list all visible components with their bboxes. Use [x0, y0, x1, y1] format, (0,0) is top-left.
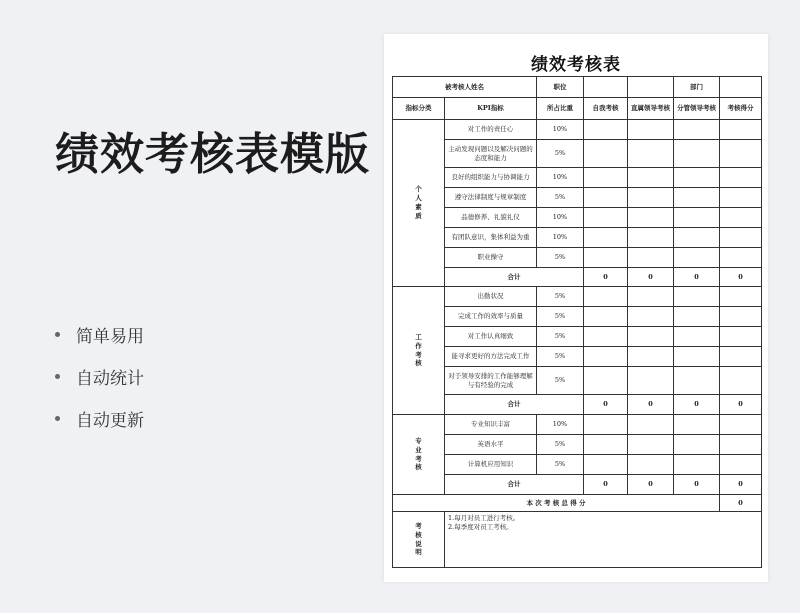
bullet-icon — [55, 416, 60, 421]
subtotal-label: 合计 — [445, 475, 584, 495]
form-sheet — [384, 34, 768, 582]
subtotal-row — [393, 268, 762, 287]
manager-score[interactable] — [674, 228, 720, 248]
category-professional: 专 业 考 核 — [393, 415, 445, 495]
page-title: 绩效考核表模版 — [55, 129, 370, 180]
name-label: 被考核人姓名 — [393, 77, 537, 98]
direct-score[interactable] — [628, 435, 674, 455]
category-work: 工 作 考 核 — [393, 287, 445, 415]
final-score[interactable] — [720, 120, 762, 140]
manager-score[interactable] — [674, 367, 720, 395]
self-score[interactable] — [584, 435, 628, 455]
col-header: 指标分类 — [393, 98, 445, 120]
table-row — [393, 168, 762, 188]
manager-score[interactable] — [674, 327, 720, 347]
table-row — [393, 327, 762, 347]
self-score[interactable] — [584, 120, 628, 140]
col-header: 考核得分 — [720, 98, 762, 120]
notes-row — [393, 512, 762, 568]
subtotal-score: 0 — [720, 395, 762, 415]
kpi-cell: 品德修养、礼貌礼仪 — [445, 208, 537, 228]
manager-score[interactable] — [674, 287, 720, 307]
direct-score[interactable] — [628, 248, 674, 268]
kpi-cell: 出勤状况 — [445, 287, 537, 307]
feature-label: 简单易用 — [76, 326, 144, 347]
kpi-cell: 对工作的责任心 — [445, 120, 537, 140]
category-personal: 个 人 素 质 — [393, 120, 445, 287]
dept-label: 部门 — [674, 77, 720, 98]
self-score[interactable] — [584, 140, 628, 168]
subtotal-self: 0 — [584, 268, 628, 287]
manager-score[interactable] — [674, 248, 720, 268]
dept-value[interactable] — [720, 77, 762, 98]
final-score[interactable] — [720, 327, 762, 347]
final-score[interactable] — [720, 228, 762, 248]
col-header: 所占比重 — [537, 98, 584, 120]
direct-score[interactable] — [628, 140, 674, 168]
feature-item — [55, 397, 144, 439]
blank-cell — [628, 77, 674, 98]
final-score[interactable] — [720, 367, 762, 395]
subtotal-self: 0 — [584, 475, 628, 495]
kpi-cell: 能寻求更好的方法完成工作 — [445, 347, 537, 367]
self-score[interactable] — [584, 347, 628, 367]
direct-score[interactable] — [628, 228, 674, 248]
position-value[interactable] — [584, 77, 628, 98]
subtotal-label: 合计 — [445, 395, 584, 415]
kpi-cell: 遵守法律制度与规章制度 — [445, 188, 537, 208]
weight-cell: 5% — [537, 455, 584, 475]
table-row — [393, 188, 762, 208]
direct-score[interactable] — [628, 347, 674, 367]
note-line: 2.每季度对员工考核。 — [448, 523, 513, 532]
table-row — [393, 287, 762, 307]
manager-score[interactable] — [674, 307, 720, 327]
manager-score[interactable] — [674, 208, 720, 228]
kpi-cell: 主动发现问题以及解决问题的态度和能力 — [445, 140, 537, 168]
self-score[interactable] — [584, 287, 628, 307]
final-score[interactable] — [720, 347, 762, 367]
weight-cell: 10% — [537, 168, 584, 188]
direct-score[interactable] — [628, 307, 674, 327]
kpi-cell: 专业知识丰富 — [445, 415, 537, 435]
subtotal-manager: 0 — [674, 268, 720, 287]
col-header: 直属领导考核 — [628, 98, 674, 120]
info-row — [393, 77, 762, 98]
subtotal-direct: 0 — [628, 268, 674, 287]
table-row — [393, 435, 762, 455]
weight-cell: 5% — [537, 307, 584, 327]
table-row — [393, 347, 762, 367]
final-score[interactable] — [720, 435, 762, 455]
self-score[interactable] — [584, 307, 628, 327]
direct-score[interactable] — [628, 287, 674, 307]
feature-label: 自动更新 — [76, 410, 144, 431]
col-header: 自我考核 — [584, 98, 628, 120]
self-score[interactable] — [584, 327, 628, 347]
direct-score[interactable] — [628, 455, 674, 475]
table-row — [393, 455, 762, 475]
sheet-title: 绩效考核表 — [531, 55, 621, 75]
subtotal-score: 0 — [720, 268, 762, 287]
direct-score[interactable] — [628, 168, 674, 188]
final-score[interactable] — [720, 287, 762, 307]
self-score[interactable] — [584, 367, 628, 395]
manager-score[interactable] — [674, 168, 720, 188]
kpi-cell: 有团队意识，集体利益为重 — [445, 228, 537, 248]
self-score[interactable] — [584, 415, 628, 435]
table-row — [393, 367, 762, 395]
table-row — [393, 208, 762, 228]
weight-cell: 10% — [537, 208, 584, 228]
weight-cell: 10% — [537, 228, 584, 248]
table-row — [393, 228, 762, 248]
kpi-cell: 计算机应用知识 — [445, 455, 537, 475]
subtotal-direct: 0 — [628, 395, 674, 415]
kpi-cell: 良好的组织能力与协调能力 — [445, 168, 537, 188]
col-header: KPI指标 — [445, 98, 537, 120]
final-score[interactable] — [720, 248, 762, 268]
evaluation-table — [392, 76, 762, 568]
final-score[interactable] — [720, 307, 762, 327]
note-line: 1.每月对员工进行考核。 — [448, 514, 520, 522]
subtotal-row — [393, 475, 762, 495]
weight-cell: 10% — [537, 415, 584, 435]
final-score[interactable] — [720, 188, 762, 208]
self-score[interactable] — [584, 248, 628, 268]
manager-score[interactable] — [674, 347, 720, 367]
direct-score[interactable] — [628, 415, 674, 435]
weight-cell: 10% — [537, 120, 584, 140]
weight-cell: 5% — [537, 287, 584, 307]
subtotal-direct: 0 — [628, 475, 674, 495]
weight-cell: 5% — [537, 188, 584, 208]
self-score[interactable] — [584, 208, 628, 228]
weight-cell: 5% — [537, 140, 584, 168]
subtotal-manager: 0 — [674, 395, 720, 415]
direct-score[interactable] — [628, 188, 674, 208]
manager-score[interactable] — [674, 140, 720, 168]
manager-score[interactable] — [674, 455, 720, 475]
table-row — [393, 248, 762, 268]
subtotal-row — [393, 395, 762, 415]
manager-score[interactable] — [674, 188, 720, 208]
total-row — [393, 495, 762, 512]
final-score[interactable] — [720, 455, 762, 475]
bullet-icon — [55, 374, 60, 379]
final-score[interactable] — [720, 208, 762, 228]
feature-item — [55, 355, 144, 397]
table-row — [393, 307, 762, 327]
total-label: 本 次 考 核 总 得 分 — [393, 495, 720, 512]
weight-cell: 5% — [537, 248, 584, 268]
subtotal-score: 0 — [720, 475, 762, 495]
manager-score[interactable] — [674, 435, 720, 455]
weight-cell: 5% — [537, 327, 584, 347]
position-label: 职位 — [537, 77, 584, 98]
table-row — [393, 140, 762, 168]
feature-item — [55, 313, 144, 355]
self-score[interactable] — [584, 228, 628, 248]
kpi-cell: 完成工作的效率与质量 — [445, 307, 537, 327]
notes-label: 考 核 说 明 — [393, 512, 445, 568]
subtotal-manager: 0 — [674, 475, 720, 495]
subtotal-self: 0 — [584, 395, 628, 415]
subtotal-label: 合计 — [445, 268, 584, 287]
self-score[interactable] — [584, 168, 628, 188]
kpi-cell: 对于领导安排的工作能够理解与有经验的完成 — [445, 367, 537, 395]
header-row — [393, 98, 762, 120]
weight-cell: 5% — [537, 435, 584, 455]
table-row — [393, 120, 762, 140]
final-score[interactable] — [720, 415, 762, 435]
total-score: 0 — [720, 495, 762, 512]
table-row — [393, 415, 762, 435]
direct-score[interactable] — [628, 120, 674, 140]
final-score[interactable] — [720, 168, 762, 188]
feature-list — [55, 313, 144, 439]
bullet-icon — [55, 332, 60, 337]
kpi-cell: 职业操守 — [445, 248, 537, 268]
weight-cell: 5% — [537, 367, 584, 395]
direct-score[interactable] — [628, 208, 674, 228]
final-score[interactable] — [720, 140, 762, 168]
self-score[interactable] — [584, 455, 628, 475]
kpi-cell: 对工作认真细致 — [445, 327, 537, 347]
weight-cell: 5% — [537, 347, 584, 367]
kpi-cell: 英语水平 — [445, 435, 537, 455]
manager-score[interactable] — [674, 120, 720, 140]
direct-score[interactable] — [628, 367, 674, 395]
col-header: 分管领导考核 — [674, 98, 720, 120]
direct-score[interactable] — [628, 327, 674, 347]
manager-score[interactable] — [674, 415, 720, 435]
self-score[interactable] — [584, 188, 628, 208]
feature-label: 自动统计 — [76, 368, 144, 389]
notes-content — [445, 512, 762, 568]
